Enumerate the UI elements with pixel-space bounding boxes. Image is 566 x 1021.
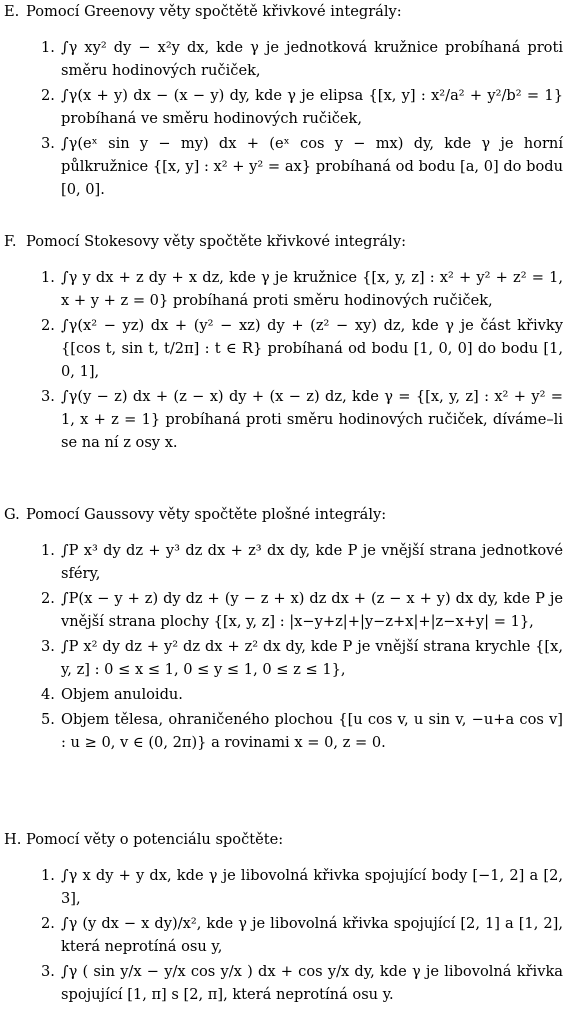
section-title: Pomocí věty o potenciálu spočtěte: [26,831,284,848]
item-number: 3. [41,135,55,152]
section-e [4,0,563,201]
item-number: 2. [41,317,55,334]
item-text: Objem anuloidu. [61,686,183,703]
item-text: ∫γ ( sin y/x − y/x cos y/x ) dx + cos y/x dy, kde γ je libovolná křivka spojující [1, π] s [2, π], která neprotíná osu y. [61,963,563,1003]
exercise-item [4,683,563,706]
section-g [4,503,563,754]
item-text: ∫γ xy² dy − x²y dx, kde γ je jednotková kružnice probíhaná proti směru hodinových ručiček, [61,39,563,79]
section-f [4,230,563,454]
exercise-item [4,960,563,1006]
section-letter: F. [4,233,17,250]
item-text: ∫γ(x + y) dx − (x − y) dy, kde γ je elipsa {[x, y] : x²/a² + y²/b² = 1} probíhaná ve směru hodinových ručiček, [61,87,563,127]
section-title: Pomocí Gaussovy věty spočtěte plošné integrály: [26,506,387,523]
exercise-list [4,266,563,454]
exercise-item [4,266,563,312]
section-letter: G. [4,506,20,523]
item-number: 2. [41,87,55,104]
exercise-list [4,539,563,754]
item-number: 1. [41,269,55,286]
exercise-list [4,36,563,201]
exercise-item [4,132,563,201]
section-title: Pomocí Greenovy věty spočtětě křivkové integrály: [26,3,402,20]
exercise-list [4,864,563,1006]
item-text: ∫P x³ dy dz + y³ dz dx + z³ dx dy, kde P je vnější strana jednotkové sféry, [61,542,563,582]
item-number: 1. [41,867,55,884]
item-number: 1. [41,542,55,559]
item-text: ∫P x² dy dz + y² dz dx + z² dx dy, kde P je vnější strana krychle {[x, y, z] : 0 ≤ x ≤ 1, 0 ≤ y ≤ 1, 0 ≤ z ≤ 1}, [61,638,563,678]
item-text: ∫γ x dy + y dx, kde γ je libovolná křivka spojující body [−1, 2] a [2, 3], [61,867,563,907]
section-heading [4,0,563,23]
item-number: 2. [41,915,55,932]
item-text: ∫γ(eˣ sin y − my) dx + (eˣ cos y − mx) dy, kde γ je horní půlkružnice {[x, y] : x² + y² = ax} probíhaná od bodu [a, 0] do bodu [0, 0]. [61,135,563,198]
exercise-item [4,539,563,585]
item-number: 2. [41,590,55,607]
item-text: ∫γ y dx + z dy + x dz, kde γ je kružnice {[x, y, z] : x² + y² + z² = 1, x + y + z = 0} probíhaná proti směru hodinových ručiček, [61,269,563,309]
exercise-item [4,912,563,958]
item-number: 3. [41,638,55,655]
item-number: 3. [41,388,55,405]
item-text: ∫γ(x² − yz) dx + (y² − xz) dy + (z² − xy) dz, kde γ je část křivky {[cos t, sin t, t/2π] : t ∈ R} probíhaná od bodu [1, 0, 0] do bodu [1, 0, 1], [61,317,563,380]
exercise-item [4,587,563,633]
item-number: 3. [41,963,55,980]
exercise-item [4,314,563,383]
exercise-item [4,864,563,910]
exercise-item [4,84,563,130]
section-title: Pomocí Stokesovy věty spočtěte křivkové integrály: [26,233,407,250]
section-letter: H. [4,831,22,848]
item-text: Objem tělesa, ohraničeného plochou {[u cos v, u sin v, −u+a cos v] : u ≥ 0, v ∈ (0, 2π)} a rovinami x = 0, z = 0. [61,711,563,751]
exercise-item [4,708,563,754]
section-heading [4,828,563,851]
section-heading [4,503,563,526]
exercise-item [4,635,563,681]
item-number: 4. [41,686,55,703]
section-letter: E. [4,3,20,20]
exercise-item [4,385,563,454]
item-text: ∫P(x − y + z) dy dz + (y − z + x) dz dx + (z − x + y) dx dy, kde P je vnější strana plochy {[x, y, z] : |x−y+z|+|y−z+x|+|z−x+y| = 1}, [61,590,563,630]
exercise-item [4,36,563,82]
section-heading [4,230,563,253]
item-text: ∫γ(y − z) dx + (z − x) dy + (x − z) dz, kde γ = {[x, y, z] : x² + y² = 1, x + z = 1} probíhaná proti směru hodinových ručiček, díváme–li se na ní z osy x. [61,388,563,451]
item-number: 5. [41,711,55,728]
item-text: ∫γ (y dx − x dy)/x², kde γ je libovolná křivka spojující [2, 1] a [1, 2], která neprotíná osu y, [61,915,563,955]
section-h [4,828,563,1006]
item-number: 1. [41,39,55,56]
